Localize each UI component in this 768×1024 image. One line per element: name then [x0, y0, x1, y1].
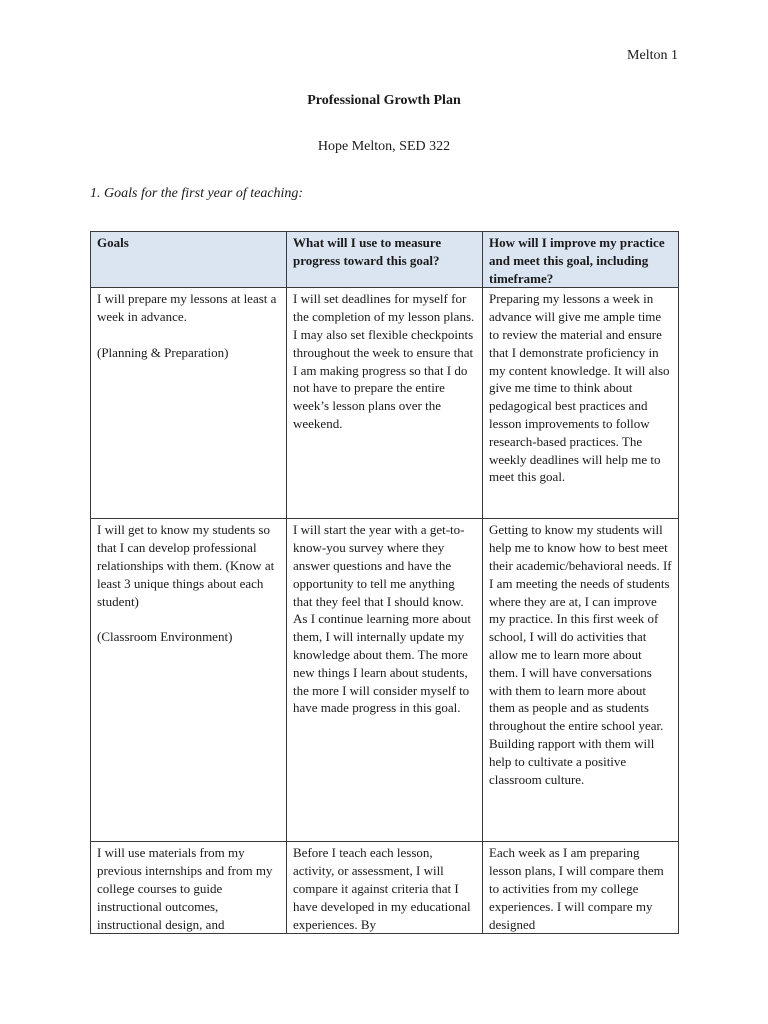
- table-row: [91, 842, 679, 934]
- improve-text: Each week as I am preparing lesson plans, I will compare them to activities from my college experiences. I will compare my designed: [489, 845, 664, 932]
- goal-text: I will get to know my students so that I can develop professional relationships with them. (Know at least 3 unique things about each student): [97, 522, 275, 609]
- measure-text: I will start the year with a get-to-know-you survey where they answer questions and have the opportunity to tell me anything that they feel that I should know. As I continue learning more about them, I will internally update my knowledge about them. The more new things I learn about students, the more I will consider myself to have made progress in this goal.: [293, 522, 471, 716]
- author-line: Hope Melton, SED 322: [317, 139, 451, 154]
- improve-text: Getting to know my students will help me to know how to best meet their academic/behavioral needs. If I am meeting the needs of students where they are at, I can improve my practice. In this first week of school, I will do activities that allow me to learn more about them. I will have conversations with them to learn more about them as people and as students throughout the entire school year. Building rapport with them will help to cultivate a positive classroom culture.: [489, 522, 672, 787]
- goals-table: [90, 231, 679, 934]
- document-title: Professional Growth Plan: [307, 93, 461, 108]
- goal-domain: (Planning & Preparation): [97, 344, 229, 360]
- header-improve: How will I improve my practice and meet this goal, including timeframe?: [483, 232, 679, 288]
- table-row: [91, 519, 679, 842]
- improve-cell: [483, 842, 679, 934]
- table-header-row: [91, 232, 679, 288]
- table-row: [91, 288, 679, 519]
- page-number: Melton 1: [627, 48, 678, 63]
- goal-cell: [91, 288, 287, 519]
- measure-cell: [287, 519, 483, 842]
- goal-domain: (Classroom Environment): [97, 629, 233, 645]
- measure-text: I will set deadlines for myself for the completion of my lesson plans. I may also set flexible checkpoints throughout the week to ensure that I am making progress so that I do not have to prepare the entire week’s lesson plans over the weekend.: [293, 291, 475, 431]
- header-measure: What will I use to measure progress toward this goal?: [287, 232, 483, 288]
- measure-text: Before I teach each lesson, activity, or assessment, I will compare it against criteria that I have developed in my educational experiences. By: [293, 845, 471, 932]
- goal-cell: [91, 519, 287, 842]
- improve-cell: [483, 519, 679, 842]
- measure-cell: [287, 842, 483, 934]
- section-heading: 1. Goals for the first year of teaching:: [90, 186, 304, 201]
- goal-cell: [91, 842, 287, 934]
- improve-cell: [483, 288, 679, 519]
- improve-text: Preparing my lessons a week in advance will give me ample time to review the material and ensure that I demonstrate proficiency in my content knowledge. It will also give me time to think about pedagogical best practices and lesson improvements to follow research-based practices. The weekly deadlines will help me to meet this goal.: [489, 291, 670, 485]
- measure-cell: [287, 288, 483, 519]
- goal-text: I will use materials from my previous internships and from my college courses to guide instructional outcomes, instructional design, and: [97, 845, 273, 932]
- goal-text: I will prepare my lessons at least a week in advance.: [97, 291, 277, 325]
- header-goals: Goals: [91, 232, 287, 288]
